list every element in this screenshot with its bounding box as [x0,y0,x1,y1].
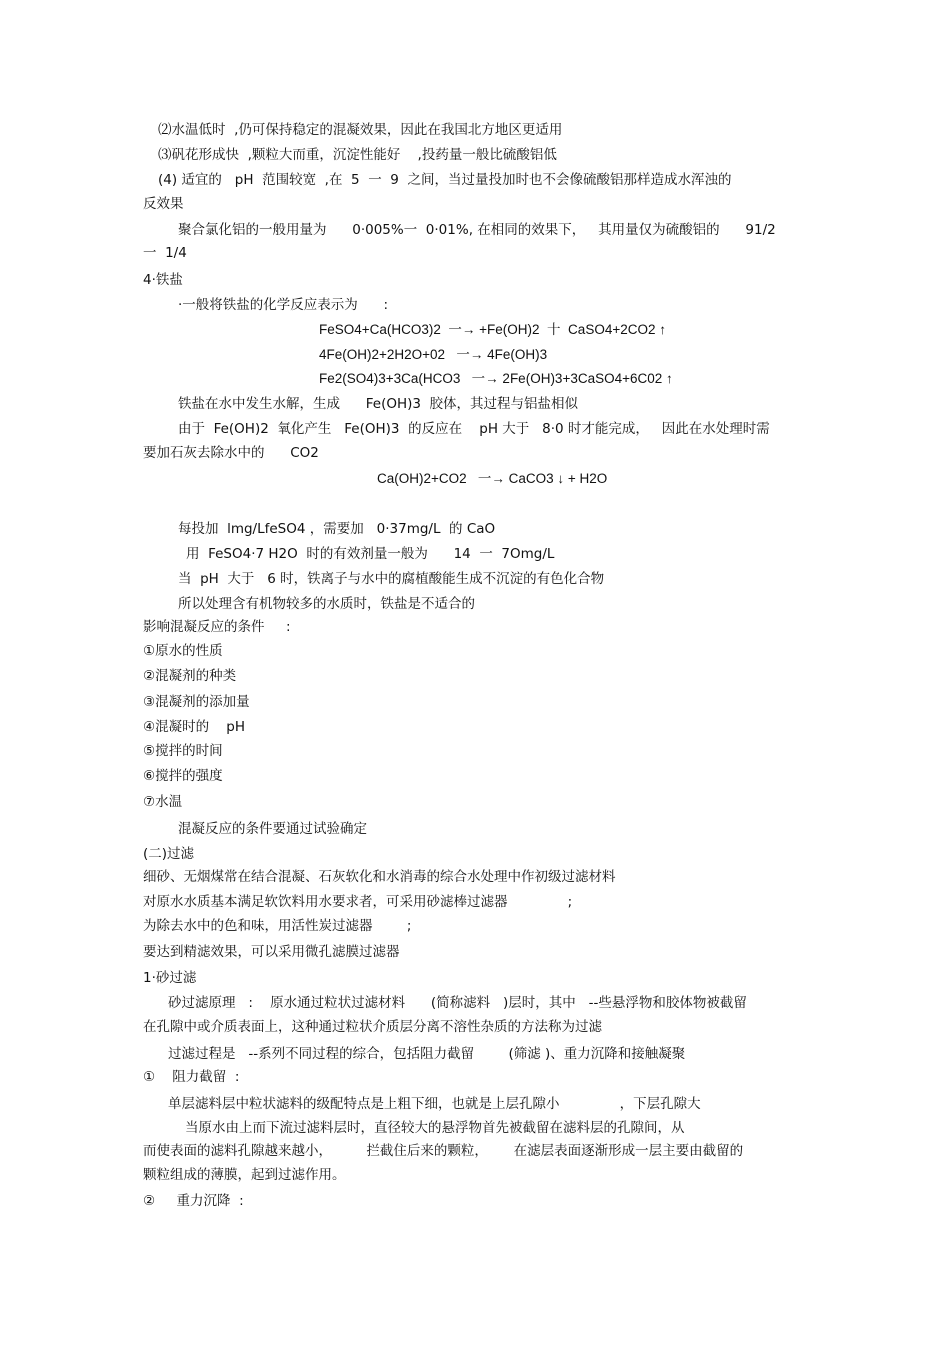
text-line: 而使表面的滤料孔隙越来越小， 拦截住后来的颗粒， 在滤层表面逐渐形成一层主要由截留的 [143,1143,744,1159]
list-item: ④混凝时的 pH [143,719,245,735]
text-line: 砂过滤原理 : 原水通过粒状过滤材料 (简称滤料 )层时，其中 --些悬浮物和胶体物被截留 [168,995,747,1011]
text-line: 在孔隙中或介质表面上，这种通过粒状介质层分离不溶性杂质的方法称为过滤 [143,1019,602,1035]
text-line: 细砂、无烟煤常在结合混凝、石灰软化和水消毒的综合水处理中作初级过滤材料 [143,869,616,885]
text-line: 反效果 [143,196,184,212]
list-item: ⑦水温 [143,794,183,810]
text-line: 由于 Fe(OH)2 氧化产生 Fe(OH)3 的反应在 pH 大于 8·0 时才能完成， 因此在水处理时需 [178,421,770,437]
equation: 4Fe(OH)2+2H2O+02 一→ 4Fe(OH)3 [319,347,548,362]
text-line: 一 1/4 [143,245,187,261]
text-line: 要加石灰去除水中的 CO2 [143,445,319,461]
text-line: 影响混凝反应的条件 : [143,619,291,635]
text-line: 为除去水中的色和味，用活性炭过滤器 ; [143,918,412,934]
text-line: 当 pH 大于 6 时，铁离子与水中的腐植酸能生成不沉淀的有色化合物 [178,571,605,587]
text-line: 当原水由上而下流过滤料层时，直径较大的悬浮物首先被截留在滤料层的孔隙间，从 [185,1120,685,1136]
text-line: 单层滤料层中粒状滤料的级配特点是上粗下细，也就是上层孔隙小 ，下层孔隙大 [168,1096,701,1112]
text-line: 聚合氯化铝的一般用量为 0·005%一 0·01%, 在相同的效果下， 其用量仅为硫酸铝的 91/2 [178,222,776,238]
text-line: 所以处理含有机物较多的水质时，铁盐是不适合的 [178,596,475,612]
section-heading: 1·砂过滤 [143,970,197,986]
text-line: 铁盐在水中发生水解，生成 Fe(OH)3 胶体，其过程与铝盐相似 [178,396,579,412]
text-line: 过滤过程是 --系列不同过程的综合，包括阻力截留 (筛滤 )、重力沉降和接触凝聚 [168,1046,686,1062]
text-line: 每投加 lmg/LfeSO4 ，需要加 0·37mg/L 的 CaO [178,521,496,537]
section-heading: (二)过滤 [143,846,195,862]
equation: FeSO4+Ca(HCO3)2 一→ +Fe(OH)2 十 CaSO4+2CO2 ↑ [319,322,666,337]
text-line: ⑶矾花形成快 ,颗粒大而重，沉淀性能好 ,投药量一般比硫酸铝低 [158,147,557,163]
text-line: 混凝反应的条件要通过试验确定 [178,821,367,837]
equation: Fe2(SO4)3+3Ca(HCO3 一→ 2Fe(OH)3+3CaSO4+6C02 ↑ [319,371,673,386]
text-line: (4) 适宜的 pH 范围较宽 ,在 5 一 9 之间，当过量投加时也不会像硫酸铝那样造成水浑浊的 [158,172,732,188]
list-item: ② 重力沉降 : [143,1193,244,1209]
text-line: 对原水水质基本满足软饮料用水要求者，可采用砂滤棒过滤器 ; [143,894,573,910]
list-item: ⑥搅拌的强度 [143,768,223,784]
list-item: ① 阻力截留 : [143,1069,240,1085]
text-line: 颗粒组成的薄膜，起到过滤作用。 [143,1167,346,1183]
text-line: ·一般将铁盐的化学反应表示为 : [178,297,389,313]
text-line: 要达到精滤效果，可以采用微孔滤膜过滤器 [143,944,400,960]
list-item: ⑤搅拌的时间 [143,743,223,759]
list-item: ②混凝剂的种类 [143,668,237,684]
equation: Ca(OH)2+CO2 一→ CaCO3 ↓ + H2O [377,471,608,486]
text-line: ⑵水温低时 ,仍可保持稳定的混凝效果，因此在我国北方地区更适用 [158,122,563,138]
list-item: ①原水的性质 [143,643,223,659]
text-line: 用 FeSO4·7 H2O 时的有效剂量一般为 14 一 7Omg/L [186,546,555,562]
section-heading: 4·铁盐 [143,272,183,288]
list-item: ③混凝剂的添加量 [143,694,250,710]
